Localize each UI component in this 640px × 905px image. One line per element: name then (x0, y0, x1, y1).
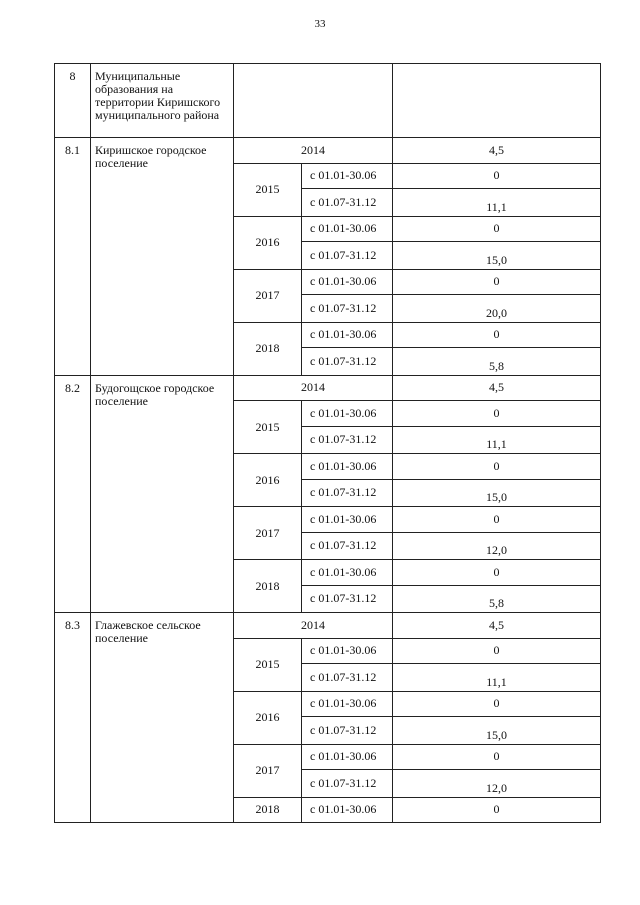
period-cell: с 01.01-30.06 (302, 638, 393, 664)
period-cell: с 01.01-30.06 (302, 401, 393, 427)
table-row (55, 138, 601, 164)
value-cell: 0 (393, 744, 601, 770)
value-cell: 0 (393, 691, 601, 717)
value-cell: 4,5 (393, 138, 601, 164)
period-cell: с 01.01-30.06 (302, 163, 393, 189)
page-number: 33 (314, 18, 326, 30)
section-name: Будогощское городское поселение (91, 375, 234, 613)
value-cell: 0 (393, 269, 601, 295)
year-cell: 2016 (234, 216, 302, 269)
value-cell: 11,1 (393, 189, 601, 217)
value-cell: 0 (393, 216, 601, 242)
period-cell: с 01.07-31.12 (302, 189, 393, 217)
value-cell: 0 (393, 163, 601, 189)
period-cell: с 01.01-30.06 (302, 560, 393, 586)
section-name: Муниципальные образования на территории Киришского муниципального района (91, 64, 234, 138)
value-cell: 0 (393, 507, 601, 533)
empty-cell (393, 64, 601, 138)
table-row (55, 613, 601, 639)
value-cell: 0 (393, 322, 601, 348)
period-cell: с 01.07-31.12 (302, 532, 393, 560)
section-number: 8.2 (55, 375, 91, 613)
section-number: 8.1 (55, 138, 91, 376)
year-cell: 2017 (234, 269, 302, 322)
value-cell: 0 (393, 454, 601, 480)
year-cell: 2018 (234, 560, 302, 613)
value-cell: 0 (393, 560, 601, 586)
year-cell: 2014 (234, 613, 393, 639)
year-cell: 2017 (234, 744, 302, 797)
period-cell: с 01.07-31.12 (302, 585, 393, 613)
year-cell: 2016 (234, 454, 302, 507)
tariff-table (54, 63, 601, 823)
value-cell: 5,8 (393, 585, 601, 613)
period-cell: с 01.07-31.12 (302, 348, 393, 376)
period-cell: с 01.07-31.12 (302, 664, 393, 692)
period-cell: с 01.01-30.06 (302, 507, 393, 533)
year-cell: 2017 (234, 507, 302, 560)
period-cell: с 01.07-31.12 (302, 717, 393, 745)
period-cell: с 01.07-31.12 (302, 770, 393, 798)
period-cell: с 01.01-30.06 (302, 269, 393, 295)
year-cell: 2015 (234, 401, 302, 454)
period-cell: с 01.01-30.06 (302, 216, 393, 242)
value-cell: 15,0 (393, 242, 601, 270)
value-cell: 11,1 (393, 426, 601, 454)
period-cell: с 01.07-31.12 (302, 295, 393, 323)
year-cell: 2014 (234, 138, 393, 164)
value-cell: 0 (393, 401, 601, 427)
value-cell: 20,0 (393, 295, 601, 323)
year-cell: 2014 (234, 375, 393, 401)
empty-cell (234, 64, 393, 138)
value-cell: 12,0 (393, 532, 601, 560)
value-cell: 4,5 (393, 375, 601, 401)
section-number: 8 (55, 64, 91, 138)
period-cell: с 01.01-30.06 (302, 797, 393, 823)
year-cell: 2015 (234, 638, 302, 691)
year-cell: 2018 (234, 322, 302, 375)
period-cell: с 01.07-31.12 (302, 426, 393, 454)
value-cell: 0 (393, 797, 601, 823)
period-cell: с 01.01-30.06 (302, 322, 393, 348)
period-cell: с 01.01-30.06 (302, 691, 393, 717)
section-name: Глажевское сельское поселение (91, 613, 234, 823)
value-cell: 15,0 (393, 479, 601, 507)
period-cell: с 01.01-30.06 (302, 454, 393, 480)
year-cell: 2015 (234, 163, 302, 216)
value-cell: 15,0 (393, 717, 601, 745)
value-cell: 12,0 (393, 770, 601, 798)
year-cell: 2018 (234, 797, 302, 823)
period-cell: с 01.07-31.12 (302, 479, 393, 507)
section-name: Киришское городское поселение (91, 138, 234, 376)
value-cell: 4,5 (393, 613, 601, 639)
value-cell: 11,1 (393, 664, 601, 692)
table-header-row (55, 64, 601, 138)
period-cell: с 01.07-31.12 (302, 242, 393, 270)
section-number: 8.3 (55, 613, 91, 823)
year-cell: 2016 (234, 691, 302, 744)
table-row (55, 375, 601, 401)
period-cell: с 01.01-30.06 (302, 744, 393, 770)
value-cell: 5,8 (393, 348, 601, 376)
value-cell: 0 (393, 638, 601, 664)
